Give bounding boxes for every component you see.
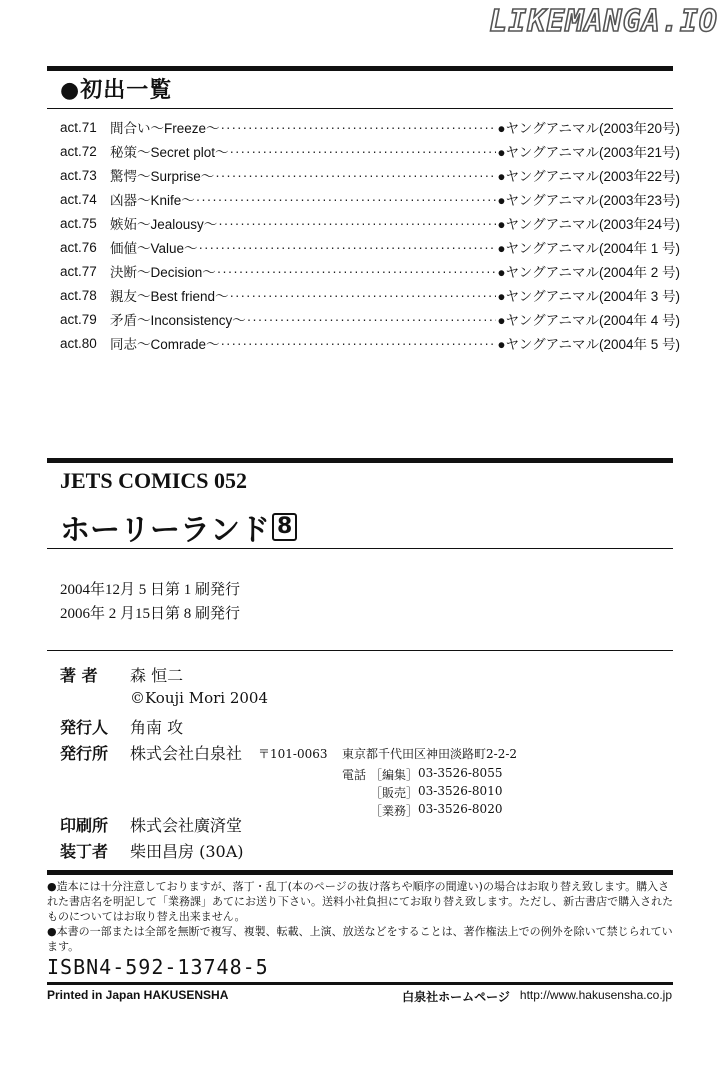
act-title: 嫉妬〜Jealousy〜 [110,217,218,232]
act-title: 間合い〜Freeze〜 [110,121,220,136]
printer-name: 株式会社廣済堂 [130,816,243,835]
credits-rule [47,650,673,651]
act-number: act.79 [60,311,97,327]
leader-dots [217,264,497,279]
list-item [60,333,680,353]
colophon-rule [47,458,673,463]
act-number: act.75 [60,215,97,231]
act-number: act.74 [60,191,97,207]
list-item [60,213,680,233]
act-number: act.76 [60,239,97,255]
act-number: act.73 [60,167,97,183]
list-item [60,117,680,137]
act-title: 親友〜Best friend〜 [110,289,229,304]
leader-dots [247,312,497,327]
act-publication: ●ヤングアニマル(2004年 4 号) [497,313,680,328]
act-number: act.71 [60,119,97,135]
list-item [60,285,680,305]
first-appearance-title: ●初出一覧 [60,78,173,103]
title-rule [47,548,673,549]
designer-label: 装丁者 [60,842,109,861]
leader-dots [221,336,497,351]
leader-dots [218,216,496,231]
printed-in: Printed in Japan HAKUSENSHA [47,988,229,1002]
volume-badge: 8 [272,513,297,541]
isbn: ISBN4-592-13748-5 [47,955,269,979]
list-item [60,261,680,281]
book-title-text: ホーリーランド [60,513,270,548]
printer-label: 印刷所 [60,816,109,835]
postal-code: 〒101-0063 [258,747,328,761]
act-number: act.80 [60,335,97,351]
phone-number: 03-3526-8020 [418,802,503,816]
act-title: 決断〜Decision〜 [110,265,216,280]
list-item [60,309,680,329]
act-publication: ●ヤングアニマル(2003年23号) [497,193,680,208]
list-item [60,141,680,161]
series-label: JETS COMICS 052 [60,468,248,493]
act-title: 秘策〜Secret plot〜 [110,145,229,160]
book-title [60,505,297,549]
title-underline [47,108,673,109]
notice-rule [47,870,673,875]
publisher-label: 発行所 [60,744,109,763]
leader-dots [230,144,497,159]
list-item [60,165,680,185]
phone-number: 03-3526-8010 [418,784,503,798]
leader-dots [221,120,497,135]
designer-name: 柴田昌房 (30A) [130,842,244,861]
first-print-date: 2004年12月 5 日第 1 刷発行 [60,582,241,598]
leader-dots [199,240,497,255]
phone-dept: ［販売］ [370,786,419,800]
top-rule [47,66,673,71]
phone-dept: ［編集］ [370,768,419,782]
act-publication: ●ヤングアニマル(2004年 5 号) [497,337,680,352]
act-number: act.78 [60,287,97,303]
act-title: 価値〜Value〜 [110,241,198,256]
act-title: 同志〜Comrade〜 [110,337,220,352]
act-publication: ●ヤングアニマル(2003年22号) [497,169,680,184]
homepage-url[interactable]: http://www.hakusensha.co.jp [519,988,672,1002]
leader-dots [196,192,497,207]
act-publication: ●ヤングアニマル(2003年21号) [497,145,680,160]
eighth-print-date: 2006年 2 月15日第 8 刷発行 [60,606,241,622]
phone-number: 03-3526-8055 [418,766,503,780]
publisher-person-name: 角南 攻 [130,718,184,737]
phone-label: 電話 [342,768,367,782]
phone-dept: ［業務］ [370,804,419,818]
watermark: LIKEMANGA.IO [489,4,718,39]
homepage [402,988,672,1005]
act-title: 凶器〜Knife〜 [110,193,195,208]
author-label: 著 者 [60,666,98,685]
publisher-name: 株式会社白泉社 [130,744,243,763]
act-publication: ●ヤングアニマル(2003年24号) [497,217,680,232]
act-title: 矛盾〜Inconsistency〜 [110,313,246,328]
act-number: act.72 [60,143,97,159]
list-item [60,189,680,209]
homepage-label: 白泉社ホームページ [402,990,510,1004]
act-publication: ●ヤングアニマル(2004年 3 号) [497,289,680,304]
copyright-notice: ©Kouji Mori 2004 [130,689,269,707]
list-item [60,237,680,257]
leader-dots [230,288,497,303]
act-publication: ●ヤングアニマル(2003年20号) [497,121,680,136]
publisher-address: 東京都千代田区神田淡路町2-2-2 [342,747,518,761]
publisher-person-label: 発行人 [60,718,109,737]
author-name: 森 恒二 [130,666,184,685]
act-title: 驚愕〜Surprise〜 [110,169,215,184]
leader-dots [215,168,496,183]
act-publication: ●ヤングアニマル(2004年 2 号) [497,265,680,280]
act-publication: ●ヤングアニマル(2004年 1 号) [497,241,680,256]
return-policy-notice: ●造本には十分注意しておりますが、落丁・乱丁(本のページの抜け落ちや順序の間違い)の場合はお取り替え致します。購入された書店名を明記して「業務課」あてにお送り下さい。送料小社負担にてお取り替え致します。ただし、新古書店で購入されたものについてはお取り替え出来ません。 [47,880,674,923]
footer-rule [47,982,673,985]
act-number: act.77 [60,263,97,279]
copyright-warning: ●本書の一部または全部を無断で複写、複製、転載、上演、放送などをすることは、著作権法上での例外を除いて禁じられています。 [47,925,673,953]
